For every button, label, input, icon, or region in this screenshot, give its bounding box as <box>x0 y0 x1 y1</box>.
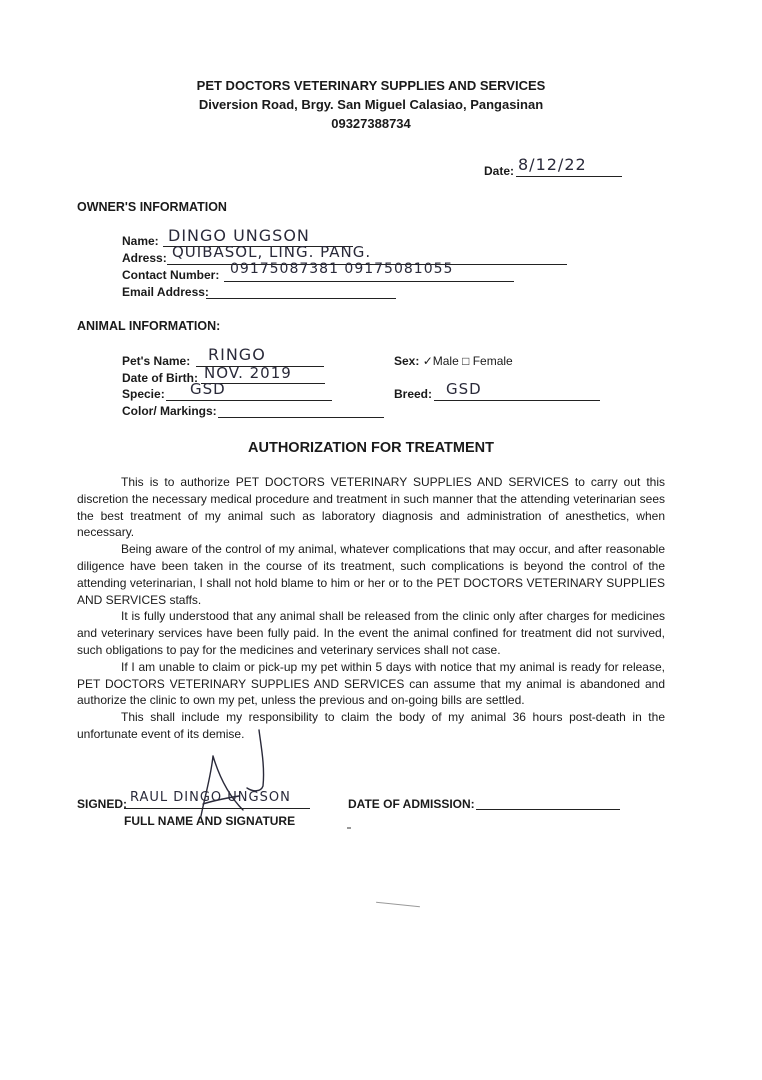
owner-name-value: DINGO UNGSON <box>168 226 310 245</box>
sex-label: Sex: <box>394 354 420 368</box>
color-line <box>218 417 384 418</box>
authorization-paragraph: It is fully understood that any animal shall be released from the clinic only after charges for medicines and veterinary services have been fully paid. In the event the animal confined for treatment did not survived, such obligations to pay for the medicines and veterinary services shall not case. <box>77 609 665 657</box>
admission-date-label: DATE OF ADMISSION: <box>348 797 475 811</box>
color-label: Color/ Markings: <box>122 404 217 418</box>
male-option-label: Male <box>432 354 459 368</box>
specie-value: GSD <box>190 380 226 398</box>
scan-speck <box>347 827 351 829</box>
authorization-title: AUTHORIZATION FOR TREATMENT <box>248 440 494 456</box>
female-checkbox-box-icon[interactable]: □ <box>462 354 470 368</box>
date-label: Date: <box>484 164 515 178</box>
email-line <box>206 298 396 299</box>
specie-label: Specie: <box>122 387 165 401</box>
email-label: Email Address: <box>122 285 209 299</box>
owner-address-value: QUIBASOL, LING. PANG. <box>172 243 372 261</box>
company-address: Diversion Road, Brgy. San Miguel Calasiao, Pangasinan <box>198 97 544 112</box>
signature-line <box>124 808 310 809</box>
letterhead <box>0 76 742 133</box>
signed-label: SIGNED: <box>77 797 128 811</box>
pet-name-label: Pet's Name: <box>122 354 191 368</box>
owner-section-title: OWNER'S INFORMATION <box>77 200 227 214</box>
dob-value: NOV. 2019 <box>204 364 292 382</box>
authorization-paragraph: If I am unable to claim or pick-up my pet within 5 days with notice that my animal is ready for release, PET DOCTORS VETERINARY SUPPLIES AND SERVICES can assume that my animal is abandoned and authorize the clinic to own my pet, unless the previous and on-going bills are settled. <box>77 659 665 708</box>
contact-label: Contact Number: <box>122 268 220 282</box>
breed-label: Breed: <box>394 387 433 401</box>
admission-date-line <box>476 809 620 810</box>
specie-line <box>166 400 332 401</box>
date-line <box>516 176 622 177</box>
contact-value: 09175087381 09175081055 <box>230 261 454 277</box>
male-checkbox-check-icon[interactable]: ✓ <box>422 354 433 368</box>
dob-label: Date of Birth: <box>122 371 198 385</box>
owner-address-label: Adress: <box>122 251 167 265</box>
full-name-signature-label: FULL NAME AND SIGNATURE <box>124 814 296 828</box>
contact-line <box>224 281 514 282</box>
authorization-paragraph: Being aware of the control of my animal, whatever complications that may occur, and after reasonable diligence have been taken in the course of its treatment, such complications is beyond the control of the attending veterinarian, I shall not hold blame to him or her or to the PET DOCTORS VETERINARY SUPPLIES AND SERVICES staffs. <box>77 542 665 607</box>
date-value: 8/12/22 <box>518 155 587 174</box>
company-phone: 09327388734 <box>331 116 411 131</box>
owner-name-label: Name: <box>122 234 159 248</box>
authorization-paragraph: This is to authorize PET DOCTORS VETERINARY SUPPLIES AND SERVICES to carry out this discretion the necessary medical procedure and treatment in such manner that the attending veterinarian sees the best treatment of my animal such as laboratory diagnosis and administration of anesthetics, when necessary. <box>77 475 665 540</box>
authorization-body <box>77 474 665 743</box>
breed-line <box>434 400 600 401</box>
company-name: PET DOCTORS VETERINARY SUPPLIES AND SERVICES <box>196 78 546 93</box>
scan-mark <box>376 902 420 908</box>
animal-section-title: ANIMAL INFORMATION: <box>77 319 221 333</box>
signed-value: RAUL DINGO UNGSON <box>130 790 291 805</box>
pet-name-value: RINGO <box>208 345 266 364</box>
breed-value: GSD <box>446 380 482 398</box>
sex-field <box>394 354 513 368</box>
authorization-paragraph: This shall include my responsibility to claim the body of my animal 36 hours post-death in the unfortunate event of its demise. <box>77 710 665 741</box>
female-option-label: Female <box>472 354 513 368</box>
